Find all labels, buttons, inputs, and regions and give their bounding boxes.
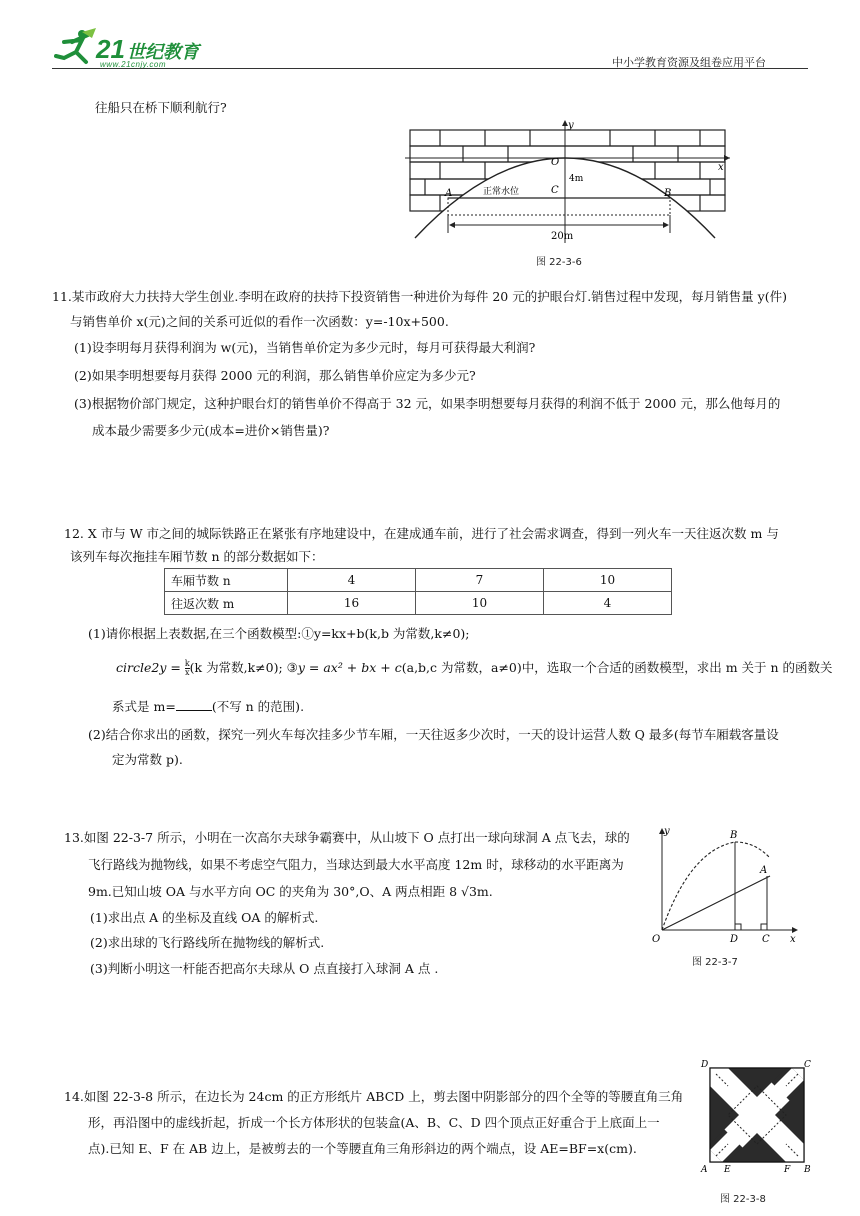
bridge-caption: 图 22-3-6 [536,257,582,268]
bridge-axis-x: x [718,162,724,173]
q13-line2: 飞行路线为抛物线，如果不考虑空气阻力，当球达到最大水平高度 12m 时，球移动的水平距离为 [88,857,624,872]
golf-figure [650,820,800,945]
golf-origin: O [652,934,661,945]
q12-sub1b-mid: (k 为常数,k≠0); ③ [189,660,298,675]
q12-line1: 12. X 市与 W 市之间的城际铁路正在紧张有序地建设中，在建成通车前，进行了社会需求调查，得到一列火车一天往返次数 m 与 [64,526,779,541]
square-point-b: B [804,1165,811,1175]
golf-axis-y: y [664,826,670,837]
square-point-a: A [701,1165,708,1175]
q13-sub1: (1)求出点 A 的坐标及直线 OA 的解析式. [90,910,319,925]
q11-sub1: (1)设李明每月获得利润为 w(元)，当销售单价定为多少元时，每月可获得最大利润? [74,340,536,355]
logo-text: 世纪教育 [127,42,199,63]
q12-sub2b: 定为常数 p). [112,752,183,767]
logo-url: www.21cnjy.com [100,60,166,69]
q12-sub1b-pre: circle2y = [116,660,185,675]
golf-point-b: B [730,830,738,841]
table-row [165,592,672,615]
square-point-d: D [701,1060,709,1070]
golf-caption: 图 22-3-7 [692,957,738,968]
q13-line3: 9m.已知山坡 OA 与水平方向 OC 的夹角为 30°,O、A 两点相距 8 √3m. [88,884,493,899]
q11-line1: 11.某市政府大力扶持大学生创业.李明在政府的扶持下投资销售一种进价为每件 20 元的护眼台灯.销售过程中发现，每月销售量 y(件) [52,289,787,304]
golf-point-c: C [762,934,770,945]
golf-axis-x: x [790,934,796,945]
q13-sub2: (2)求出球的飞行路线所在抛物线的解析式. [90,935,325,950]
table-row [165,569,672,592]
table-cell: 4 [544,592,672,615]
table-cell: 16 [288,592,416,615]
answer-blank [176,699,212,711]
q13-sub3: (3)判断小明这一杆能否把高尔夫球从 O 点直接打入球洞 A 点 . [90,961,439,976]
q13-line1: 13.如图 22-3-7 所示，小明在一次高尔夫球争霸赛中，从山坡下 O 点打出一球向球洞 A 点飞去，球的 [64,830,630,845]
q14-line1: 14.如图 22-3-8 所示，在边长为 24cm 的正方形纸片 ABCD 上，剪去图中阴影部分的四个全等的等腰直角三角 [64,1089,684,1104]
fraction: $\frac{k}{x}$ [184,659,190,677]
bridge-width-label: 20m [551,231,574,242]
q12-line2: 该列车每次拖挂车厢节数 n 的部分数据如下： [70,549,324,564]
q14-line2: 形，再沿图中的虚线折起，折成一个长方体形状的包装盒(A、B、C、D 四个顶点正好重合于上底面上一 [88,1115,660,1130]
q11-sub3a: (3)根据物价部门规定，这种护眼台灯的销售单价不得高于 32 元，如果李明想要每月获得的利润不低于 2000 元，那么他每月的 [74,396,781,411]
q12-sub1c: 系式是 m= (不写 n 的范围). [112,699,305,714]
square-figure [700,1058,812,1176]
bridge-origin: O [551,157,560,168]
q14-line3: 点).已知 E、F 在 AB 边上，是被剪去的一个等腰直角三角形斜边的两个端点，设 AE=BF=x(cm). [88,1141,637,1156]
bridge-point-a: A [445,188,453,199]
q11-sub2: (2)如果李明想要每月获得 2000 元的利润，那么销售单价应定为多少元? [74,368,476,383]
q12-sub1b-formula: y = ax² + bx + c [297,660,402,675]
runner-logo-icon [52,28,98,68]
q10-tail: 往船只在桥下顺利航行? [95,100,227,115]
golf-point-d: D [730,934,739,945]
table-cell: 7 [416,569,544,592]
bridge-point-b: B [664,188,672,199]
golf-point-a: A [760,865,768,876]
q11-line2: 与销售单价 x(元)之间的关系可近似的看作一次函数：y=-10x+500. [70,314,449,329]
table-cell: 4 [288,569,416,592]
table-cell: 10 [416,592,544,615]
bridge-point-c: C [551,185,559,196]
square-caption: 图 22-3-8 [720,1194,766,1205]
square-point-e: E [724,1165,731,1175]
q12-data-table [164,568,672,615]
q11-sub3b: 成本最少需要多少元(成本=进价×销售量)? [92,423,330,438]
q12-sub2a: (2)结合你求出的函数，探究一列火车每次挂多少节车厢，一天往返多少次时，一天的设计运营人数 Q 最多(每节车厢载客量设 [88,727,779,742]
q12-sub1a: (1)请你根据上表数据,在三个函数模型:①y=kx+b(k,b 为常数,k≠0); [88,626,470,641]
platform-name: 中小学教育资源及组卷应用平台 [612,56,766,69]
square-point-c: C [804,1060,811,1070]
bridge-figure [405,118,735,248]
bridge-height-label: 4m [569,174,584,184]
square-point-f: F [784,1165,791,1175]
q12-sub1b [116,660,833,677]
table-cell: 车厢节数 n [165,569,288,592]
bridge-water-label: 正常水位 [483,187,520,197]
bridge-axis-y: y [568,120,574,131]
logo-number: 21 [96,34,125,64]
q12-sub1b-post: (a,b,c 为常数，a≠0)中，选取一个合适的函数模型，求出 m 关于 n 的函数关 [401,660,833,675]
table-cell: 10 [544,569,672,592]
table-cell: 往返次数 m [165,592,288,615]
header-divider [52,68,808,69]
